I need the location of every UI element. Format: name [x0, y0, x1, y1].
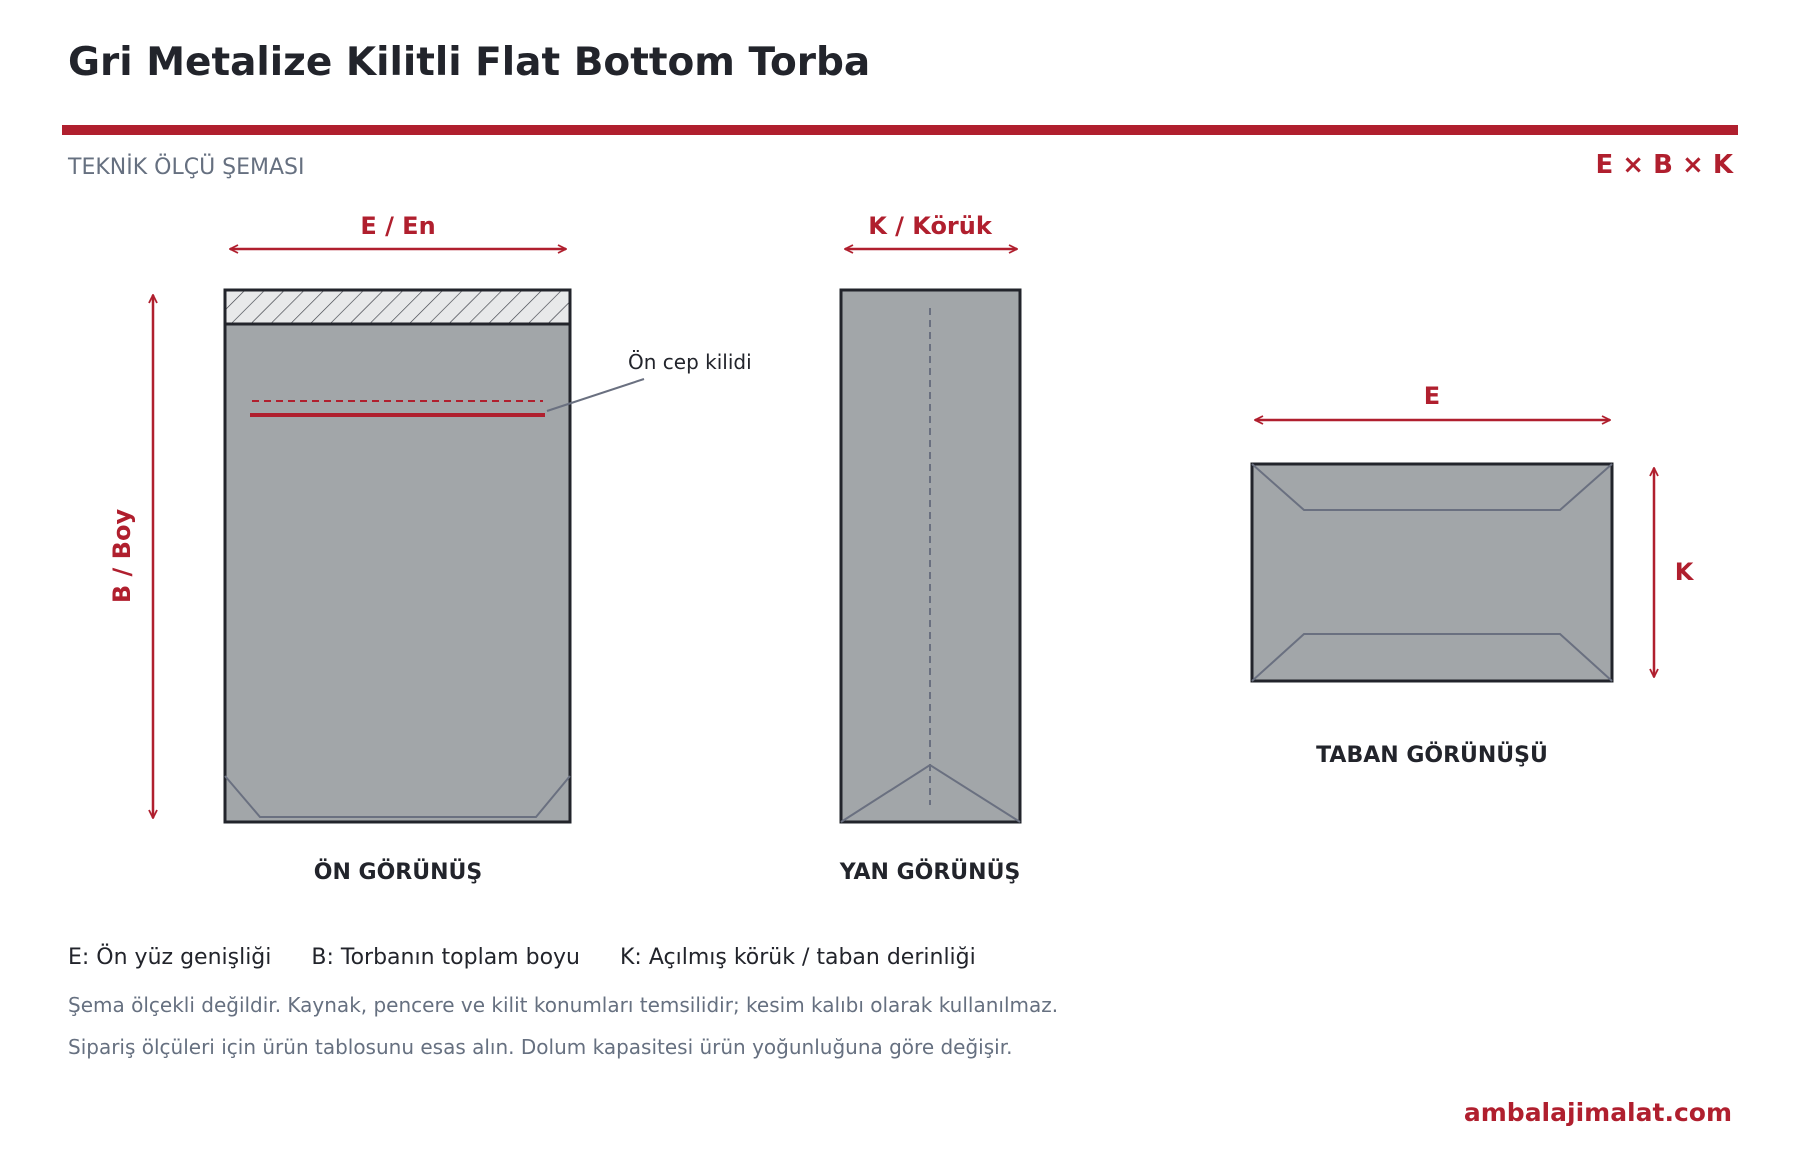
bottom-base-outline: [1252, 464, 1612, 681]
dimension-formula: E × B × K: [1595, 150, 1733, 180]
bottom-width-label: E: [1423, 382, 1441, 410]
width-label: E / En: [360, 212, 436, 240]
side-view-caption: YAN GÖRÜNÜŞ: [839, 860, 1021, 885]
front-view-caption: ÖN GÖRÜNÜŞ: [313, 860, 483, 885]
side-view: [839, 212, 1021, 885]
legend-k: K: Açılmış körük / taban derinliği: [620, 945, 976, 970]
page-title: Gri Metalize Kilitli Flat Bottom Torba: [68, 40, 871, 85]
front-view: [108, 212, 752, 885]
legend-e: E: Ön yüz genişliği: [68, 945, 272, 970]
website-link[interactable]: ambalajimalat.com: [1463, 1098, 1732, 1127]
zipper-callout-label: Ön cep kilidi: [628, 350, 752, 374]
order-note: Sipariş ölçüleri için ürün tablosunu esas alın. Dolum kapasitesi ürün yoğunluğuna göre değişir.: [68, 1035, 1013, 1059]
front-bag-body: [225, 290, 570, 822]
scale-disclaimer-note: Şema ölçekli değildir. Kaynak, pencere ve kilit konumları temsilidir; kesim kalıbı olarak kullanılmaz.: [68, 993, 1059, 1017]
dimension-legend: [68, 945, 1009, 970]
bottom-depth-label: K: [1674, 558, 1694, 586]
bottom-view: [1252, 382, 1695, 768]
top-seal-hatch: [225, 290, 570, 324]
bottom-view-caption: TABAN GÖRÜNÜŞÜ: [1316, 743, 1548, 768]
legend-b: B: Torbanın toplam boyu: [311, 945, 580, 970]
height-label: B / Boy: [108, 508, 136, 604]
diagram-subtitle: TEKNİK ÖLÇÜ ŞEMASI: [68, 155, 305, 180]
gusset-label: K / Körük: [868, 212, 992, 240]
